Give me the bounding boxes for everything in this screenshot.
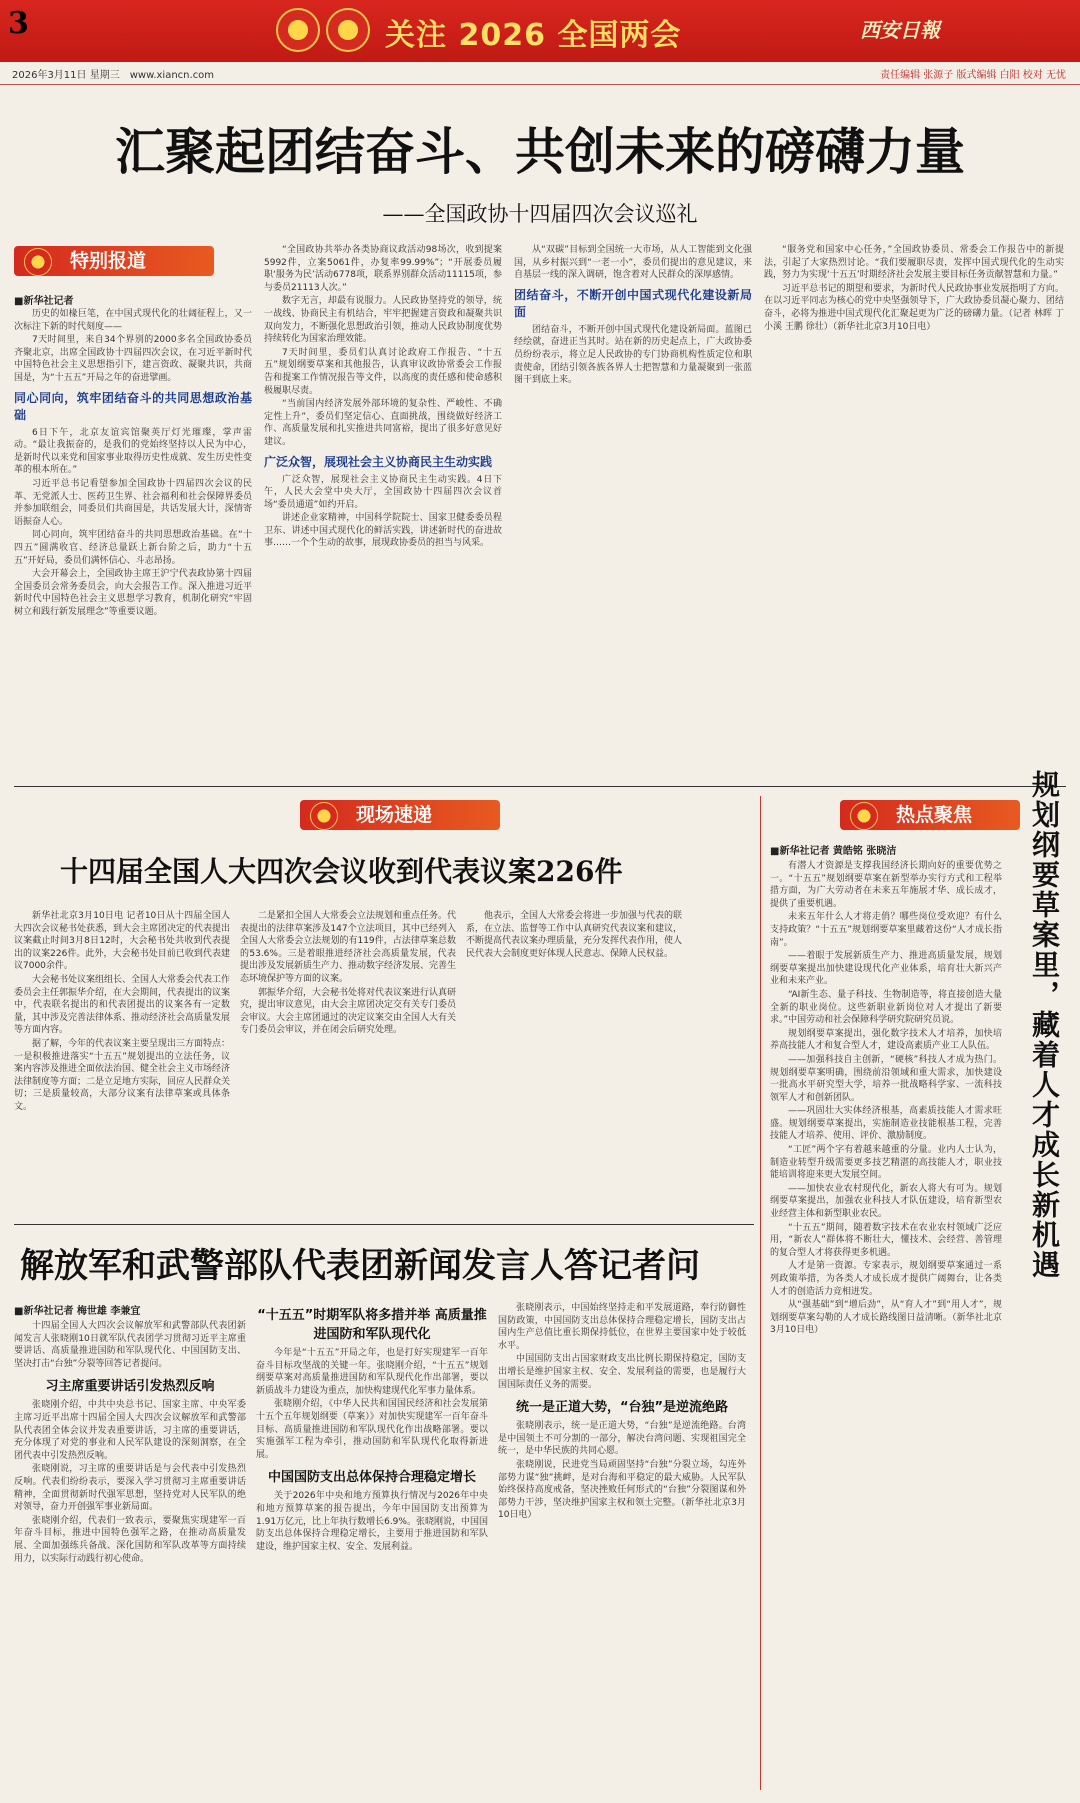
hotspot-vertical-headline: 规划纲要草案里，藏着人才成长新机遇 bbox=[1028, 770, 1061, 1280]
masthead-headline: 关注 2026 全国两会 bbox=[385, 18, 682, 53]
editor-credits: 责任编辑 张源子 版式编辑 白阳 校对 无忧 bbox=[880, 70, 1066, 81]
emblem-icon bbox=[850, 802, 878, 830]
pla-column-2: “十五五”时期军队将多措并举 高质量推进国防和军队现代化 今年是“十五五”开局之年，也是打好实现建军一百年奋斗目标攻坚战的关键一年。张晓刚介绍，“十五五”规划纲要草案对高质量推进国防和军队现代化作出部署，要以新质战斗力建设为重点，加快构建现代化军事力量体系。 张晓刚介绍，《中华人民共和国国民经济和社会发展第十五个五年规划纲要（草案）》对加快实现建军一百年奋斗目标、高质量推进国防和军队现代化作出战略部署。要以实施强军工程为牵引，推动国防和军队现代化取得新进展。 中国国防支出总体保持合理稳定增长 关于2026年中央和地方预算执行情况与2026年中央和地方预算草案的报告提出，今年中国国防支出预算为1.91万亿元，比上年执行数增长6.9%。张晓刚说，中国国防支出总体保持合理稳定增长，主要用于推进国防和军队建设，维护国家主权、安全、发展利益。 bbox=[256, 1302, 488, 1790]
section-label: 现场速递 bbox=[356, 804, 433, 826]
newspaper-logo: 西安日報 bbox=[860, 18, 940, 42]
pla-byline: ■新华社记者 梅世雄 李兼宜 bbox=[14, 1306, 141, 1317]
lead-column-1: 历史的如椽巨笔，在中国式现代化的壮阔征程上，又一次标注下新的时代刻度—— 7天时间里，来自34个界别的2000多名全国政协委员齐聚北京，出席全国政协十四届四次会议，在习近平新时代中国特色社会主义思想指引下，建言资政、凝聚共识，共商国是，为“十五五”开局之年的奋进擘画。 同心同向，筑牢团结奋斗的共同思想政治基础 6日下午，北京友谊宾馆聚英厅灯光璀璨，掌声雷动。“最让我振奋的，是我们的党始终坚持以人民为中心，是新时代以来党和国家事业取得历史性成就、发生历史性变革的根本所在。” 习近平总书记看望参加全国政协十四届四次会议的民革、无党派人士、医药卫生界、社会福利和社会保障界委员并参加联组会，同委员们共商国是，共话发展大计，深情寄语振奋人心。 同心同向，筑牢团结奋斗的共同思想政治基础。在“十四五”圆满收官、经济总量跃上新台阶之后，助力“十五五”开好局，委员们满怀信心、斗志昂扬。 大会开幕会上，全国政协主席王沪宁代表政协第十四届全国委员会常务委员会，向大会报告工作。深入推进习近平新时代中国特色社会主义思想学习教育，机制化研究“牢固树立和践行新发展理念”等重要议题。 bbox=[14, 309, 252, 617]
hotspot-column: 有潜人才资源是支撑我国经济长期向好的重要优势之一。“十五五”规划纲要草案在新型举办实行方式和工程举措方面，为广大劳动者在未来五年施展才华、成长成才，提供了重要机遇。 未来五年什么人才将走俏？哪些岗位受欢迎？有什么支持政策？“十五五”规划纲要草案里藏着这份“人才成长指南”。 ——着眼于发展新质生产力、推进高质量发展，规划纲要草案提出加快建设现代化产业体系，培育壮大新兴产业和未来产业。 “AI新生态、量子科技、生物制造等，将直接创造大量全新的职业岗位。这些新职业新岗位对人才提出了新要求。”中国劳动和社会保障科学研究院研究员说。 规划纲要草案提出，强化数字技术人才培养，加快培养高技能人才和复合型人才，建设高素质产业工人队伍。 ——加强科技自主创新，“硬核”科技人才成为热门。规划纲要草案明确，围绕前沿领域和重大需求，加快建设一批高水平研究型大学，培养一批战略科学家、一流科技领军人才和创新团队。 ——巩固壮大实体经济根基，高素质技能人才需求旺盛。规划纲要草案提出，实施制造业技能根基工程，完善技能人才培养、使用、评价、激励制度。 “工匠”两个字有着越来越重的分量。业内人士认为，制造业转型升级需要更多技艺精湛的高技能人才，职业技能培训将迎来更大发展空间。 ——加快农业农村现代化，新农人将大有可为。规划纲要草案提出，加强农业科技人才队伍建设，培育新型农业经营主体和新型职业农民。 “十五五”期间，随着数字技术在农业农村领域广泛应用，“新农人”群体将不断壮大，懂技术、会经营、善管理的复合型人才将获得更多机遇。 人才是第一资源。专家表示，规划纲要草案通过一系列政策举措，为各类人才成长成才提供广阔舞台，让各类人才的创造活力竞相迸发。 从“强基础”到“增后劲”，从“育人才”到“用人才”，规划纲要草案勾勒的人才成长路线图日益清晰。（新华社北京3月10日电） bbox=[770, 861, 1002, 1336]
lead-column-3: 从“双碳”目标到全国统一大市场，从人工智能到文化强国，从乡村振兴到“一老一小”，委员们提出的意见建议，来自基层一线的深入调研，饱含着对人民群众的深厚感情。 团结奋斗，不断开创中国式现代化建设新局面 团结奋斗，不断开创中国式现代化建设新局面。蓝图已经绘就，奋进正当其时。站在新的历史起点上，广大政协委员纷纷表示，将立足人民政协的专门协商机构性质定位和职责使命，团结引领各族各界人士把智慧和力量凝聚到一张蓝图干到底上来。 bbox=[514, 245, 752, 386]
section-label: 特别报道 bbox=[70, 250, 147, 272]
section-banner-special bbox=[14, 246, 214, 276]
section-banner-hotspot bbox=[840, 800, 1020, 830]
emblem-icon bbox=[326, 8, 370, 52]
emblem-icon bbox=[276, 8, 320, 52]
lead-byline: ■新华社记者 bbox=[14, 296, 74, 307]
section-banner-onsite bbox=[300, 800, 500, 830]
hotspot-byline: ■新华社记者 黄皓铭 张晓洁 bbox=[770, 846, 897, 857]
lead-headline: 汇聚起团结奋斗、共创未来的磅礴力量 bbox=[115, 122, 965, 181]
emblem-icon bbox=[24, 248, 52, 276]
onsite-column-2: 二是紧扣全国人大常委会立法规划和重点任务。代表提出的法律草案涉及147个立法项目，其中已经列入全国人大常委会立法规划的有119件，占法律草案总数的53.6%。三是着眼推进经济社会高质量发展，代表提出涉及发展新质生产力、推动数字经济发展、完善生态环境保护等方面的议案。 郭振华介绍，大会秘书处将对代表议案进行认真研究，提出审议意见，由大会主席团决定交有关专门委员会审议。大会主席团通过的决定议案交由全国人大有关专门委员会审议，并在闭会后研究处理。 bbox=[240, 911, 456, 1036]
pla-subhead: 统一是正道大势，“台独”是逆流绝路 bbox=[515, 1400, 729, 1416]
lead-column-4: “服务党和国家中心任务，”全国政协委员、常委会工作报告中的新提法，引起了大家热烈讨论。“我们要履职尽责，发挥中国式现代化的生动实践，努力为实现‘十五五’时期经济社会发展主要目标任务贡献智慧和力量。” 习近平总书记的期望和要求，为新时代人民政协事业发展指明了方向。在以习近平同志为核心的党中央坚强领导下，广大政协委员凝心聚力、团结奋斗，必将为推进中国式现代化汇聚起更为广泛的磅礴力量。（记者 林晖 丁小溪 王鹏 徐壮）（新华社北京3月10日电） bbox=[764, 245, 1064, 332]
issue-date: 2026年3月11日 星期三 www.xiancn.com bbox=[12, 70, 215, 81]
column-divider bbox=[760, 796, 761, 1790]
page-number: 3 bbox=[8, 6, 29, 41]
divider bbox=[14, 786, 1066, 787]
emblem-icon bbox=[310, 802, 338, 830]
lead-column-2: “全国政协共举办各类协商议政活动98场次，收到提案5992件，立案5061件，办复率99.99%”；“开展委员履职‘服务为民’活动6778项，联系界别群众活动11115项，参与委员21113人次。” 数字无言，却最有说服力。人民政协坚持党的领导，统一战线、协商民主有机结合，牢牢把握建言资政和凝聚共识双向发力，不断强化思想政治引领，推动人民政协制度优势持续转化为国家治理效能。 7天时间里，委员们认真讨论政府工作报告、“十五五”规划纲要草案和其他报告，认真审议政协常委会工作报告和提案工作情况报告等文件，以高度的责任感和使命感积极履职尽责。 “当前国内经济发展外部环境的复杂性、严峻性、不确定性上升”，委员们坚定信心、直面挑战，围绕做好经济工作、高质量发展和扎实推进共同富裕，提出了很多好意见好建议。 广泛众智，展现社会主义协商民主生动实践 广泛众智，展现社会主义协商民主生动实践。4日下午，人民大会堂中央大厅，全国政协十四届四次会议首场“委员通道”如约开启。 讲述企业家精神，中国科学院院士、国家卫健委委员程卫东、讲述中国式现代化的鲜活实践，讲述新时代的奋进故事……一个个生动的故事，展现政协委员的担当与风采。 bbox=[264, 245, 502, 549]
lead-subtitle: ——全国政协十四届四次会议巡礼 bbox=[382, 202, 698, 226]
pla-column-1: 十四届全国人大四次会议解放军和武警部队代表团新闻发言人张晓刚10日就军队代表团学习贯彻习近平主席重要讲话、高质量推进国防和军队现代化、中国国防支出、坚决打击“台独”分裂等回答记者提问。 习主席重要讲话引发热烈反响 张晓刚介绍，中共中央总书记、国家主席、中央军委主席习近平出席十四届全国人大四次会议解放军和武警部队代表团全体会议并发表重要讲话，习主席的重要讲话，充分体现了对党的事业和人民军队建设的深刻洞察，在全团代表中引发热烈反响。 张晓刚说，习主席的重要讲话是与会代表中引发热烈反响。代表们纷纷表示，要深入学习贯彻习主席重要讲话精神，全面贯彻新时代强军思想，坚持党对人民军队的绝对领导，奋力开创强军事业新局面。 张晓刚介绍，代表们一致表示，要聚焦实现建军一百年奋斗目标，推进中国特色强军之路，在推动高质量发展、全面加强练兵备战、深化国防和军队改革等方面持续用力，以实际行动践行初心使命。 bbox=[14, 1321, 246, 1564]
onsite-column-1: 新华社北京3月10日电 记者10日从十四届全国人大四次会议秘书处获悉，到大会主席团决定的代表提出议案截止时间3月8日12时，大会秘书处共收到代表提出的议案226件。此外，大会秘书处目前已收到代表建议7000余件。 大会秘书处议案组组长、全国人大常委会代表工作委员会主任郭振华介绍，在大会期间，代表提出的议案中，代表联名提出的和代表团提出的议案各有一定数量，其中涉及完善法律体系、推动经济社会高质量发展等方面内容。 据了解，今年的代表议案主要呈现出三方面特点：一是积极推进落实“十五五”规划提出的立法任务，议案内容涉及推进全面依法治国、健全社会主义市场经济法律制度等方面；二是立足地方实际，回应人民群众关切；三是质量较高，大部分议案有法律草案或具体条文。 bbox=[14, 911, 230, 1112]
dateline-bar bbox=[0, 62, 1080, 85]
lead-subhead: 同心同向，筑牢团结奋斗的共同思想政治基础 bbox=[14, 390, 252, 422]
lead-subhead: 广泛众智，展现社会主义协商民主生动实践 bbox=[264, 454, 493, 469]
divider bbox=[14, 1224, 754, 1225]
pla-column-3: 张晓刚表示，中国始终坚持走和平发展道路，奉行防御性国防政策，中国国防支出总体保持合理稳定增长，国防支出占国内生产总值比重长期保持低位，在世界主要国家中处于较低水平。 中国国防支出占国家财政支出比例长期保持稳定，国防支出增长是维护国家主权、安全、发展利益的需要，也是履行大国国际责任义务的需要。 统一是正道大势，“台独”是逆流绝路 张晓刚表示，统一是正道大势，“台独”是逆流绝路。台湾是中国领土不可分割的一部分，解决台湾问题、实现祖国完全统一，是中华民族的共同心愿。 张晓刚说，民进党当局顽固坚持“台独”分裂立场，勾连外部势力谋“独”挑衅，是对台海和平稳定的最大威胁。人民军队始终保持高度戒备，坚决挫败任何形式的“台独”分裂图谋和外部势力干涉，坚决维护国家主权和领土完整。（新华社北京3月10日电） bbox=[498, 1303, 746, 1521]
pla-subhead: 中国国防支出总体保持合理稳定增长 bbox=[267, 1470, 476, 1486]
onsite-headline: 十四届全国人大四次会议收到代表议案226件 bbox=[60, 855, 623, 888]
pla-subhead: 习主席重要讲话引发热烈反响 bbox=[45, 1379, 215, 1395]
lead-subhead: 团结奋斗，不断开创中国式现代化建设新局面 bbox=[514, 287, 752, 319]
pla-headline: 解放军和武警部队代表团新闻发言人答记者问 bbox=[20, 1246, 700, 1286]
pla-subhead: “十五五”时期军队将多措并举 高质量推进国防和军队现代化 bbox=[257, 1308, 487, 1342]
onsite-column-3: 他表示，全国人大常委会将进一步加强与代表的联系，在立法、监督等工作中认真研究代表议案和建议，不断提高代表议案办理质量，充分发挥代表作用，使人民代表大会制度更好体现人民意志、保障人民权益。 bbox=[466, 911, 682, 959]
section-label: 热点聚焦 bbox=[896, 804, 973, 826]
masthead bbox=[0, 0, 1080, 62]
